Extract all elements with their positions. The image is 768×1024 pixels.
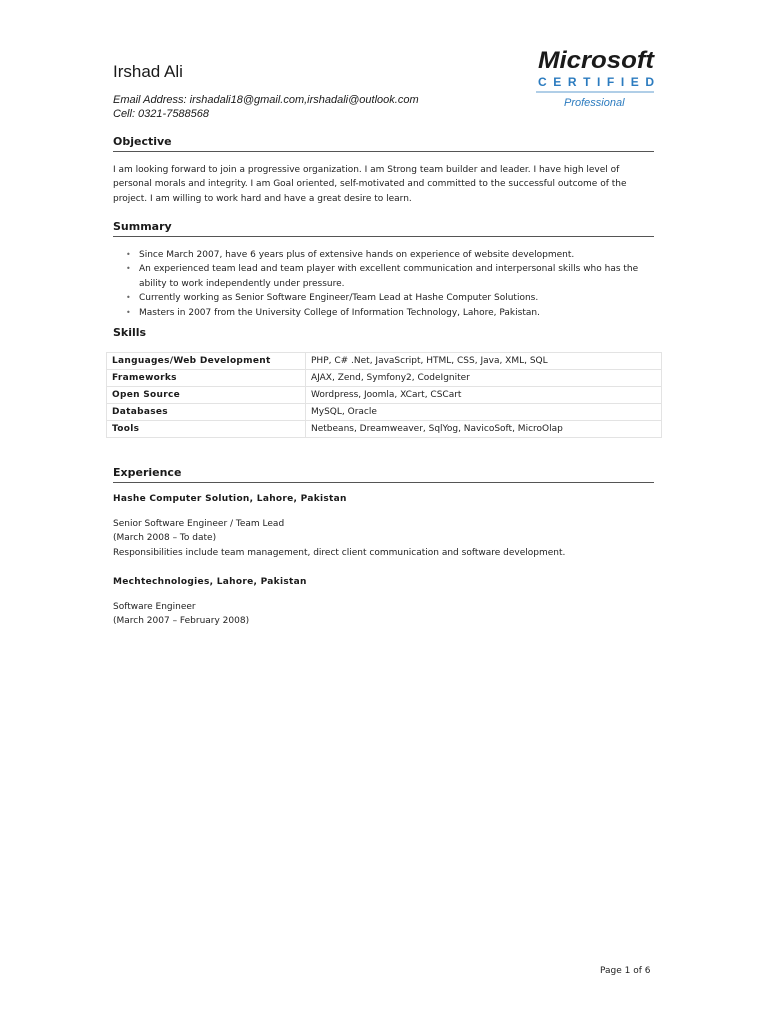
summary-item-text: An experienced team lead and team player with excellent communication and interpersonal skills who has the ability to work independently under pressure.	[139, 264, 639, 289]
skill-value: PHP, C# .Net, JavaScript, HTML, CSS, Java, XML, SQL	[306, 353, 662, 370]
table-row	[107, 404, 662, 421]
summary-item	[113, 306, 654, 320]
contact-info	[113, 93, 419, 121]
bullet-icon: •	[126, 307, 131, 317]
summary-heading: Summary	[113, 220, 654, 237]
skill-category: Open Source	[107, 387, 306, 404]
skills-table	[106, 352, 662, 438]
summary-list	[113, 248, 654, 320]
cell-line: Cell: 0321-7588568	[113, 108, 210, 120]
job-details	[113, 600, 654, 629]
table-row	[107, 370, 662, 387]
skills-heading: Skills	[113, 326, 147, 339]
objective-heading: Objective	[113, 135, 654, 152]
job-role: Software Engineer	[113, 602, 196, 612]
summary-item-text: Currently working as Senior Software Engineer/Team Lead at Hashe Computer Solutions.	[139, 293, 539, 304]
logo-certified-text: CERTIFIED	[538, 75, 654, 89]
summary-item	[113, 262, 654, 291]
skill-category: Languages/Web Development	[107, 353, 306, 370]
job-role: Senior Software Engineer / Team Lead	[113, 519, 285, 529]
skill-value: AJAX, Zend, Symfony2, CodeIgniter	[306, 370, 662, 387]
experience-heading: Experience	[113, 466, 654, 483]
summary-item	[113, 291, 654, 305]
table-row	[107, 353, 662, 370]
summary-item-text: Masters in 2007 from the University College of Information Technology, Lahore, Pakistan.	[139, 307, 540, 318]
skill-value: Wordpress, Joomla, XCart, CSCart	[306, 387, 662, 404]
summary-item	[113, 248, 654, 262]
email-line: Email Address: irshadali18@gmail.com,irshadali@outlook.com	[113, 94, 419, 106]
skill-value: Netbeans, Dreamweaver, SqlYog, NavicoSoft, MicroOlap	[306, 421, 662, 438]
logo-brand-text: Microsoft	[538, 47, 656, 74]
skill-category: Databases	[107, 404, 306, 421]
bullet-icon: •	[126, 250, 131, 259]
candidate-name: Irshad Ali	[113, 62, 183, 81]
microsoft-certified-logo	[528, 46, 658, 112]
logo-level-text: Professional	[564, 97, 625, 109]
job-period: (March 2008 – To date)	[113, 533, 217, 544]
skill-category: Tools	[107, 421, 306, 438]
job-responsibilities: Responsibilities include team management, direct client communication and software development.	[113, 547, 566, 558]
table-row	[107, 387, 662, 404]
table-row	[107, 421, 662, 438]
job-details	[113, 517, 654, 560]
bullet-icon: •	[126, 264, 131, 274]
page-number: Page 1 of 6	[600, 966, 651, 976]
skill-value: MySQL, Oracle	[306, 404, 662, 421]
bullet-icon: •	[126, 293, 131, 303]
job-company: Mechtechnologies, Lahore, Pakistan	[113, 577, 307, 587]
summary-item-text: Since March 2007, have 6 years plus of extensive hands on experience of website development.	[139, 250, 575, 260]
skill-category: Frameworks	[107, 370, 306, 387]
objective-text: I am looking forward to join a progressive organization. I am Strong team builder and leader. I have high level of personal morals and integrity. I am Goal oriented, self-motivated and committed to the successful outcome of the project. I am willing to work hard and have a great desire to learn.	[113, 165, 627, 204]
job-company: Hashe Computer Solution, Lahore, Pakistan	[113, 494, 347, 504]
job-period: (March 2007 – February 2008)	[113, 616, 250, 627]
